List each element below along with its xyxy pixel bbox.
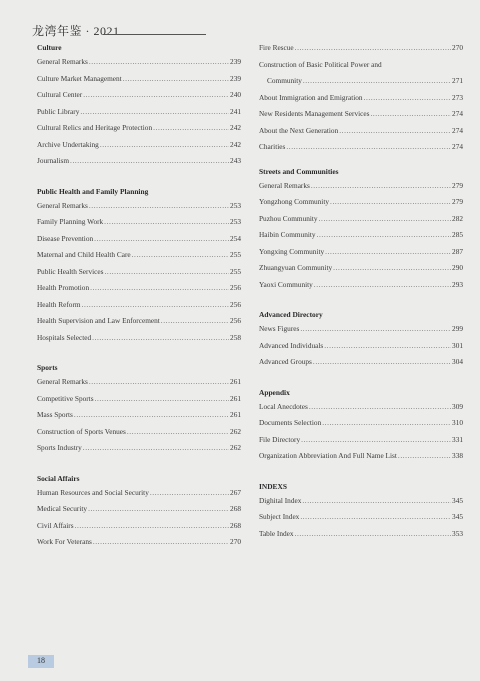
toc-entry-page: 243 bbox=[230, 156, 241, 165]
toc-entry-page: 285 bbox=[452, 230, 463, 239]
sports-list bbox=[37, 374, 241, 457]
leader-dots bbox=[339, 123, 451, 140]
toc-entry[interactable] bbox=[259, 415, 463, 432]
toc-entry-title: Hospitals Selected bbox=[37, 332, 92, 342]
toc-entry-title: Work For Veterans bbox=[37, 537, 92, 546]
leader-dots bbox=[301, 432, 451, 449]
toc-entry-title: Cultural Relics and Heritage Protection bbox=[37, 123, 153, 132]
toc-entry[interactable] bbox=[37, 104, 241, 121]
leader-dots bbox=[82, 297, 229, 314]
toc-entry[interactable] bbox=[259, 448, 463, 465]
toc-entry[interactable] bbox=[259, 399, 463, 416]
toc-entry-title: Family Planning Work bbox=[37, 217, 104, 226]
toc-entry[interactable] bbox=[259, 227, 463, 244]
toc-entry[interactable] bbox=[259, 321, 463, 338]
toc-entry-page: 261 bbox=[230, 393, 241, 403]
leader-dots bbox=[330, 194, 451, 211]
toc-entry-title: Local Anecdotes bbox=[259, 401, 308, 411]
leader-dots bbox=[317, 227, 451, 244]
toc-entry-title: Yongxing Community bbox=[259, 246, 325, 256]
leader-dots bbox=[95, 391, 229, 408]
toc-entry-page: 262 bbox=[230, 443, 241, 452]
toc-entry-page: 241 bbox=[230, 106, 241, 116]
leader-dots bbox=[89, 198, 229, 215]
section-heading-indexes: INDEXS bbox=[259, 481, 287, 491]
leader-dots bbox=[398, 448, 451, 465]
toc-entry[interactable] bbox=[259, 354, 463, 371]
toc-entry-title: Health Promotion bbox=[37, 283, 90, 292]
toc-entry-page: 279 bbox=[452, 197, 463, 206]
toc-entry-title: Maternal and Child Health Care bbox=[37, 250, 131, 259]
toc-entry-title: Human Resources and Social Security bbox=[37, 487, 149, 497]
leader-dots bbox=[93, 534, 229, 551]
toc-entry-title: Fire Rescue bbox=[259, 43, 294, 52]
leader-dots bbox=[286, 139, 451, 156]
leader-dots bbox=[303, 73, 451, 90]
toc-entry-title: Health Supervision and Law Enforcement bbox=[37, 316, 160, 325]
toc-entry-page: 274 bbox=[452, 109, 463, 118]
toc-entry-page: 304 bbox=[452, 357, 463, 366]
toc-entry[interactable] bbox=[259, 73, 463, 90]
toc-entry[interactable] bbox=[37, 153, 241, 170]
leader-dots bbox=[88, 501, 229, 518]
toc-entry-page: 270 bbox=[452, 43, 463, 52]
toc-entry-page: 331 bbox=[452, 434, 463, 444]
leader-dots bbox=[70, 153, 229, 170]
toc-entry-page: 279 bbox=[452, 180, 463, 190]
page-number: 18 bbox=[37, 656, 45, 665]
toc-entry[interactable] bbox=[259, 526, 463, 543]
toc-entry-title: Cultural Center bbox=[37, 90, 83, 99]
toc-entry-page: 253 bbox=[230, 200, 241, 210]
toc-entry-page: 271 bbox=[452, 76, 463, 85]
leader-dots bbox=[132, 247, 229, 264]
indexes-list bbox=[259, 493, 463, 543]
toc-entry-title: Subject Index bbox=[259, 512, 300, 521]
toc-entry[interactable] bbox=[37, 280, 241, 297]
toc-entry[interactable] bbox=[37, 137, 241, 154]
toc-entry-page: 240 bbox=[230, 90, 241, 99]
toc-entry[interactable] bbox=[37, 264, 241, 281]
leader-dots bbox=[325, 244, 451, 261]
toc-entry[interactable] bbox=[37, 534, 241, 551]
toc-entry-title: Archive Undertaking bbox=[37, 139, 99, 149]
streets-list bbox=[259, 178, 463, 294]
leader-dots bbox=[100, 137, 229, 154]
leader-dots bbox=[127, 424, 229, 441]
leader-dots bbox=[92, 330, 229, 347]
toc-entry-page: 242 bbox=[230, 139, 241, 149]
leader-dots bbox=[80, 104, 229, 121]
toc-entry[interactable] bbox=[259, 244, 463, 261]
toc-entry-title: General Remarks bbox=[37, 200, 88, 210]
leader-dots bbox=[324, 338, 451, 355]
toc-entry-title: Medical Security bbox=[37, 504, 88, 513]
toc-entry[interactable] bbox=[259, 493, 463, 510]
toc-entry-title: Community bbox=[267, 76, 302, 85]
leader-dots bbox=[153, 120, 229, 137]
leader-dots bbox=[322, 415, 451, 432]
section-heading-health: Public Health and Family Planning bbox=[37, 186, 149, 196]
toc-entry[interactable] bbox=[37, 87, 241, 104]
toc-entry-page: 293 bbox=[452, 279, 463, 289]
toc-entry-title: Yongzhong Community bbox=[259, 197, 330, 206]
toc-entry-title: Mass Sports bbox=[37, 410, 73, 419]
toc-entry-page: 287 bbox=[452, 246, 463, 256]
toc-entry-page: 254 bbox=[230, 233, 241, 243]
toc-entry[interactable] bbox=[37, 247, 241, 264]
toc-entry-title: General Remarks bbox=[37, 57, 88, 66]
toc-entry-title: General Remarks bbox=[259, 180, 310, 190]
toc-entry-page: 345 bbox=[452, 512, 463, 521]
leader-dots bbox=[83, 87, 229, 104]
leader-dots bbox=[364, 90, 451, 107]
toc-entry[interactable] bbox=[259, 338, 463, 355]
leader-dots bbox=[295, 40, 451, 57]
toc-entry[interactable] bbox=[37, 440, 241, 457]
leader-dots bbox=[302, 493, 451, 510]
section-heading-sports: Sports bbox=[37, 363, 58, 372]
toc-entry-page: 258 bbox=[230, 332, 241, 342]
section-heading-appendix: Appendix bbox=[259, 387, 290, 397]
section-heading-social-affairs: Social Affairs bbox=[37, 473, 80, 483]
toc-entry-title: About the Next Generation bbox=[259, 125, 339, 135]
social-affairs-list bbox=[37, 485, 241, 551]
toc-entry-page: 309 bbox=[452, 401, 463, 411]
toc-entry-page: 255 bbox=[230, 250, 241, 259]
toc-entry-page: 310 bbox=[452, 418, 463, 427]
leader-dots bbox=[104, 264, 229, 281]
toc-entry[interactable] bbox=[37, 297, 241, 314]
toc-entry[interactable] bbox=[37, 407, 241, 424]
leader-dots bbox=[104, 214, 229, 231]
toc-entry-page: 256 bbox=[230, 299, 241, 309]
toc-entry[interactable] bbox=[259, 509, 463, 526]
toc-entry[interactable] bbox=[37, 391, 241, 408]
toc-entry[interactable] bbox=[37, 424, 241, 441]
toc-entry[interactable] bbox=[37, 214, 241, 231]
toc-entry[interactable] bbox=[37, 501, 241, 518]
toc-entry-page: 345 bbox=[452, 495, 463, 505]
toc-entry[interactable] bbox=[37, 313, 241, 330]
toc-entry[interactable] bbox=[37, 71, 241, 88]
toc-entry-page: 301 bbox=[452, 340, 463, 350]
toc-entry-page: 273 bbox=[452, 92, 463, 102]
toc-entry-title: Documents Selection bbox=[259, 418, 322, 427]
toc-entry-title: Haibin Community bbox=[259, 230, 316, 239]
toc-entry-title: Advanced Groups bbox=[259, 357, 312, 366]
toc-entry-title: About Immigration and Emigration bbox=[259, 92, 363, 102]
leader-dots bbox=[300, 321, 451, 338]
toc-entry-page: 261 bbox=[230, 377, 241, 386]
section-heading-culture: Culture bbox=[37, 43, 62, 52]
toc-entry-page: 268 bbox=[230, 504, 241, 513]
toc-entry-page: 267 bbox=[230, 487, 241, 497]
toc-entry-title-line[interactable]: Construction of Basic Political Power and bbox=[259, 59, 382, 69]
toc-entry-page: 274 bbox=[452, 142, 463, 151]
leader-dots bbox=[89, 54, 229, 71]
toc-entry-page: 239 bbox=[230, 73, 241, 83]
toc-entry-page: 253 bbox=[230, 217, 241, 226]
toc-entry-title: Competitive Sports bbox=[37, 393, 94, 403]
toc-entry-title: Table Index bbox=[259, 528, 294, 538]
toc-entry[interactable] bbox=[259, 139, 463, 156]
toc-entry[interactable] bbox=[259, 123, 463, 140]
toc-entry[interactable] bbox=[259, 260, 463, 277]
toc-entry-title: Disease Prevention bbox=[37, 233, 94, 243]
appendix-list bbox=[259, 399, 463, 465]
toc-entry[interactable] bbox=[37, 120, 241, 137]
toc-entry-page: 262 bbox=[230, 426, 241, 436]
toc-entry[interactable] bbox=[37, 54, 241, 71]
toc-entry[interactable] bbox=[259, 178, 463, 195]
toc-entry-page: 261 bbox=[230, 410, 241, 419]
toc-entry-title: Puzhou Community bbox=[259, 213, 318, 223]
toc-entry[interactable] bbox=[259, 106, 463, 123]
toc-entry[interactable] bbox=[259, 90, 463, 107]
culture-list bbox=[37, 54, 241, 170]
toc-entry-title: Journalism bbox=[37, 156, 70, 165]
toc-entry-title: Health Reform bbox=[37, 299, 81, 309]
toc-entry-page: 242 bbox=[230, 123, 241, 132]
toc-entry-page: 255 bbox=[230, 266, 241, 276]
section-heading-streets: Streets and Communities bbox=[259, 166, 339, 176]
leader-dots bbox=[314, 277, 451, 294]
toc-entry-title: Civil Affairs bbox=[37, 520, 74, 530]
leader-dots bbox=[150, 485, 229, 502]
leader-dots bbox=[311, 178, 451, 195]
leader-dots bbox=[313, 354, 451, 371]
toc-entry[interactable] bbox=[259, 211, 463, 228]
leader-dots bbox=[370, 106, 451, 123]
toc-entry-title: Advanced Individuals bbox=[259, 340, 324, 350]
toc-entry-title: Yaoxi Community bbox=[259, 279, 313, 289]
toc-entry[interactable] bbox=[37, 198, 241, 215]
leader-dots bbox=[309, 399, 451, 416]
toc-entry-title: Dighital Index bbox=[259, 495, 302, 505]
header-rule bbox=[103, 34, 206, 35]
toc-entry-title: Zhuangyuan Community bbox=[259, 263, 333, 272]
toc-entry[interactable] bbox=[259, 194, 463, 211]
toc-entry-page: 270 bbox=[230, 537, 241, 546]
toc-entry[interactable] bbox=[37, 231, 241, 248]
toc-entry[interactable] bbox=[37, 330, 241, 347]
toc-entry-page: 274 bbox=[452, 125, 463, 135]
toc-entry-page: 239 bbox=[230, 57, 241, 66]
leader-dots bbox=[161, 313, 229, 330]
toc-entry[interactable] bbox=[37, 485, 241, 502]
toc-entry-page: 353 bbox=[452, 528, 463, 538]
running-header: 龙湾年鉴 · 2021 bbox=[32, 24, 120, 38]
toc-entry-page: 256 bbox=[230, 283, 241, 292]
toc-entry-title: General Remarks bbox=[37, 377, 88, 386]
toc-entry[interactable] bbox=[37, 374, 241, 391]
toc-right-column bbox=[259, 40, 463, 542]
leader-dots bbox=[89, 374, 229, 391]
toc-entry-title: Culture Market Management bbox=[37, 73, 122, 83]
leader-dots bbox=[83, 440, 229, 457]
toc-entry-page: 282 bbox=[452, 213, 463, 223]
toc-entry-page: 299 bbox=[452, 324, 463, 333]
leader-dots bbox=[319, 211, 451, 228]
toc-entry[interactable] bbox=[259, 277, 463, 294]
toc-entry-title: News Figures bbox=[259, 324, 300, 333]
toc-entry-title: File Directory bbox=[259, 434, 301, 444]
toc-entry-page: 256 bbox=[230, 316, 241, 325]
toc-entry-title: Charities bbox=[259, 142, 286, 151]
toc-left-column bbox=[37, 40, 241, 551]
toc-entry-page: 338 bbox=[452, 451, 463, 460]
toc-entry-title: Sports Industry bbox=[37, 443, 82, 452]
section-heading-advanced-directory: Advanced Directory bbox=[259, 310, 323, 319]
toc-entry[interactable] bbox=[259, 40, 463, 57]
toc-entry[interactable] bbox=[259, 432, 463, 449]
leader-dots bbox=[74, 407, 229, 424]
toc-entry-title: New Residents Management Services bbox=[259, 109, 370, 118]
leader-dots bbox=[75, 518, 229, 535]
health-list bbox=[37, 198, 241, 347]
toc-entry-title: Construction of Sports Venues bbox=[37, 426, 126, 436]
toc-entry-page: 268 bbox=[230, 520, 241, 530]
leader-dots bbox=[300, 509, 451, 526]
leader-dots bbox=[123, 71, 229, 88]
leader-dots bbox=[94, 231, 229, 248]
toc-entry-page: 290 bbox=[452, 263, 463, 272]
leader-dots bbox=[90, 280, 229, 297]
toc-entry-title: Public Health Services bbox=[37, 266, 104, 276]
leader-dots bbox=[333, 260, 451, 277]
toc-entry-title: Organization Abbreviation And Full Name List bbox=[259, 451, 397, 460]
leader-dots bbox=[295, 526, 452, 543]
toc-entry-title: Public Library bbox=[37, 106, 80, 116]
toc-entry[interactable] bbox=[37, 518, 241, 535]
advanced-directory-list bbox=[259, 321, 463, 371]
